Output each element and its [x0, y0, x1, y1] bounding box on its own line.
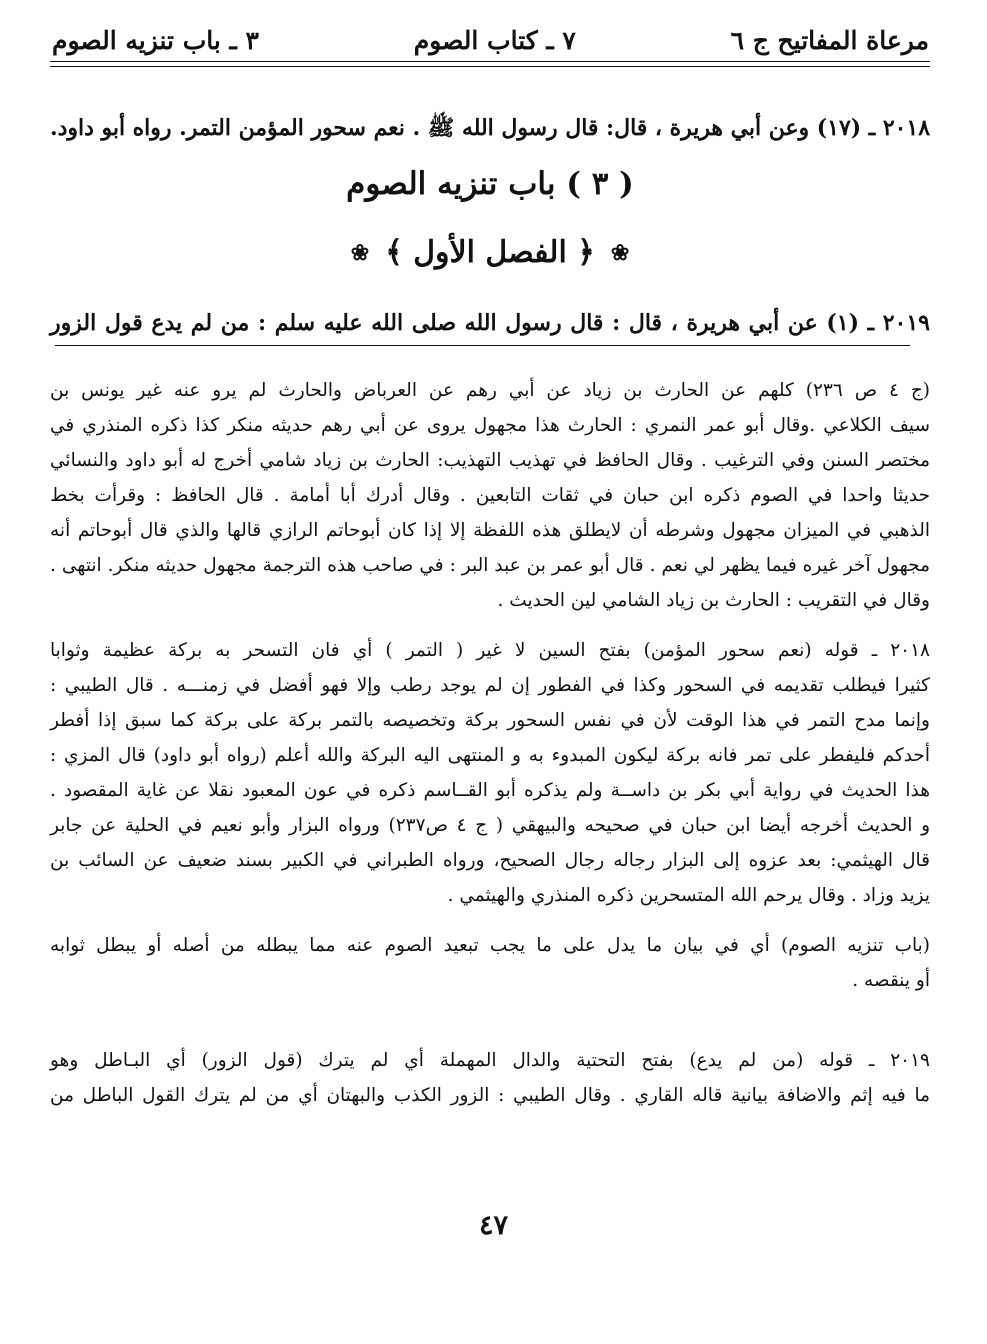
ornament-right-icon: ❀ — [610, 239, 630, 266]
commentary-line: ما فيه إثم والاضافة بيانية قاله القاري . وقال الطيبي : الزور الكذب والبهتان أي من لم يترك القول الباطل من — [50, 1085, 930, 1106]
header-book-title: مرعاة المفاتيح ج ٦ — [730, 25, 929, 55]
header-rule-thin — [50, 66, 930, 67]
commentary-line: أحدكم فليفطر على تمر فانه بركة ليكون المبدوء به و المنتهى اليه البركة والله أعلم (رواه أبو داود) قال المزي : — [50, 745, 930, 766]
footnote-line: وقال في التقريب : الحارث بن زياد الشامي لين الحديث . — [497, 590, 930, 611]
section-title: ﴿ الفصل الأول ﴾ — [385, 235, 595, 270]
footnote-line: حديثا واحدا في الصوم ذكره ابن حبان في ثقات التابعين . وقال أدرك أبا أمامة . قال الحافظ : وقرأت بخط — [50, 485, 930, 506]
footnote-line: (ج ٤ ص ٢٣٦) كلهم عن الحارث بن زياد عن أبي رهم عن العرباض والحارث لم يرو عنه غير يونس بن — [50, 380, 930, 401]
footnote-separator — [55, 345, 910, 346]
commentary-line: وإنما مدح التمر في هذا الوقت لأن في نفس السحور بركة وتخصيصه بالتمر بركة على بركة كما سبق إذا أفطر — [50, 710, 930, 731]
commentary-line: (باب تنزيه الصوم) أي في بيان ما يدل على ما يجب تبعيد الصوم عنه مما يبطله من أصله أو يبطل ثوابه — [50, 935, 930, 956]
commentary-line: أو ينقصه . — [852, 970, 930, 991]
commentary-line: قال الهيثمي: بعد عزوه إلى البزار رجاله رجال الصحيح، ورواه الطبراني في الكبير بسند ضعيف عن السائب بن — [50, 850, 930, 871]
footnote-line: الذهبي في الميزان مجهول وشرطه أن لايطلق هذه اللفظة إلا إذا كان أبوحاتم الرازي قالها والذي قال أبوحاتم أنه — [50, 520, 930, 541]
header-bab-title: ٣ ـ باب تنزيه الصوم — [52, 25, 259, 55]
hadith-2018: ٢٠١٨ ـ (١٧) وعن أبي هريرة ، قال: قال رسول الله ﷺ . نعم سحور المؤمن التمر. رواه أبو داود. — [50, 115, 930, 141]
footnote-line: مختصر السنن وفي الترغيب . وقال الحافظ في تهذيب التهذيب: الحارث بن زياد شامي أخرج له أبو داود والنسائي — [50, 450, 930, 471]
header-rule — [50, 61, 930, 62]
commentary-line: هذا الحديث في رواية أبي بكر بن داســة ولم يذكره أبو القــاسم ذكره في عون المعبود نقلا عن غاية المقصود . — [50, 780, 930, 801]
footnote-line: سيف الكلاعي .وقال أبو عمر النمري : الحارث هذا مجهول يروى عن أبي رهم حديثه منكر كذا ذكره المنذري في — [50, 415, 930, 436]
commentary-line: يزيد وزاد . وقال يرحم الله المتسحرين ذكره المنذري والهيثمي . — [447, 885, 930, 906]
commentary-line: ٢٠١٨ ـ قوله (نعم سحور المؤمن) بفتح السين لا غير ( التمر ) أي فان التسحر به بركة عظيمة وثوابا — [50, 640, 930, 661]
footnote-line: مجهول آخر غيره فيما يظهر لي نعم . قال أبو عمر بن عبد البر : في صاحب هذه الترجمة مجهول حديثه منكر. انتهى . — [50, 555, 930, 576]
commentary-line: و الحديث أخرجه أيضا ابن حبان في صحيحه والبيهقي ( ج ٤ ص٢٣٧) ورواه البزار وأبو نعيم في الحلية عن جابر — [50, 815, 930, 836]
section-heading — [50, 235, 930, 270]
chapter-title: ( ٣ ) باب تنزيه الصوم — [346, 166, 634, 202]
page-number: ٤٧ — [478, 1210, 508, 1241]
header-kitab-title: ٧ ـ كتاب الصوم — [413, 25, 576, 55]
ornament-left-icon: ❀ — [350, 239, 370, 266]
running-header — [52, 20, 929, 60]
commentary-line: ٢٠١٩ ـ قوله (من لم يدع) بفتح التحتية والدال المهملة أي لم يترك (قول الزور) أي البـاطل وهو — [50, 1050, 930, 1071]
hadith-2019: ٢٠١٩ ـ (١) عن أبي هريرة ، قال : قال رسول الله صلى الله عليه سلم : من لم يدع قول الزور — [50, 310, 930, 336]
commentary-line: كثيرا فيطلب تقديمه في السحور وكذا في الفطور إن لم يوجد رطب وإلا فهو أفضل في زمنـــه . قال الطيبي : — [50, 675, 930, 696]
